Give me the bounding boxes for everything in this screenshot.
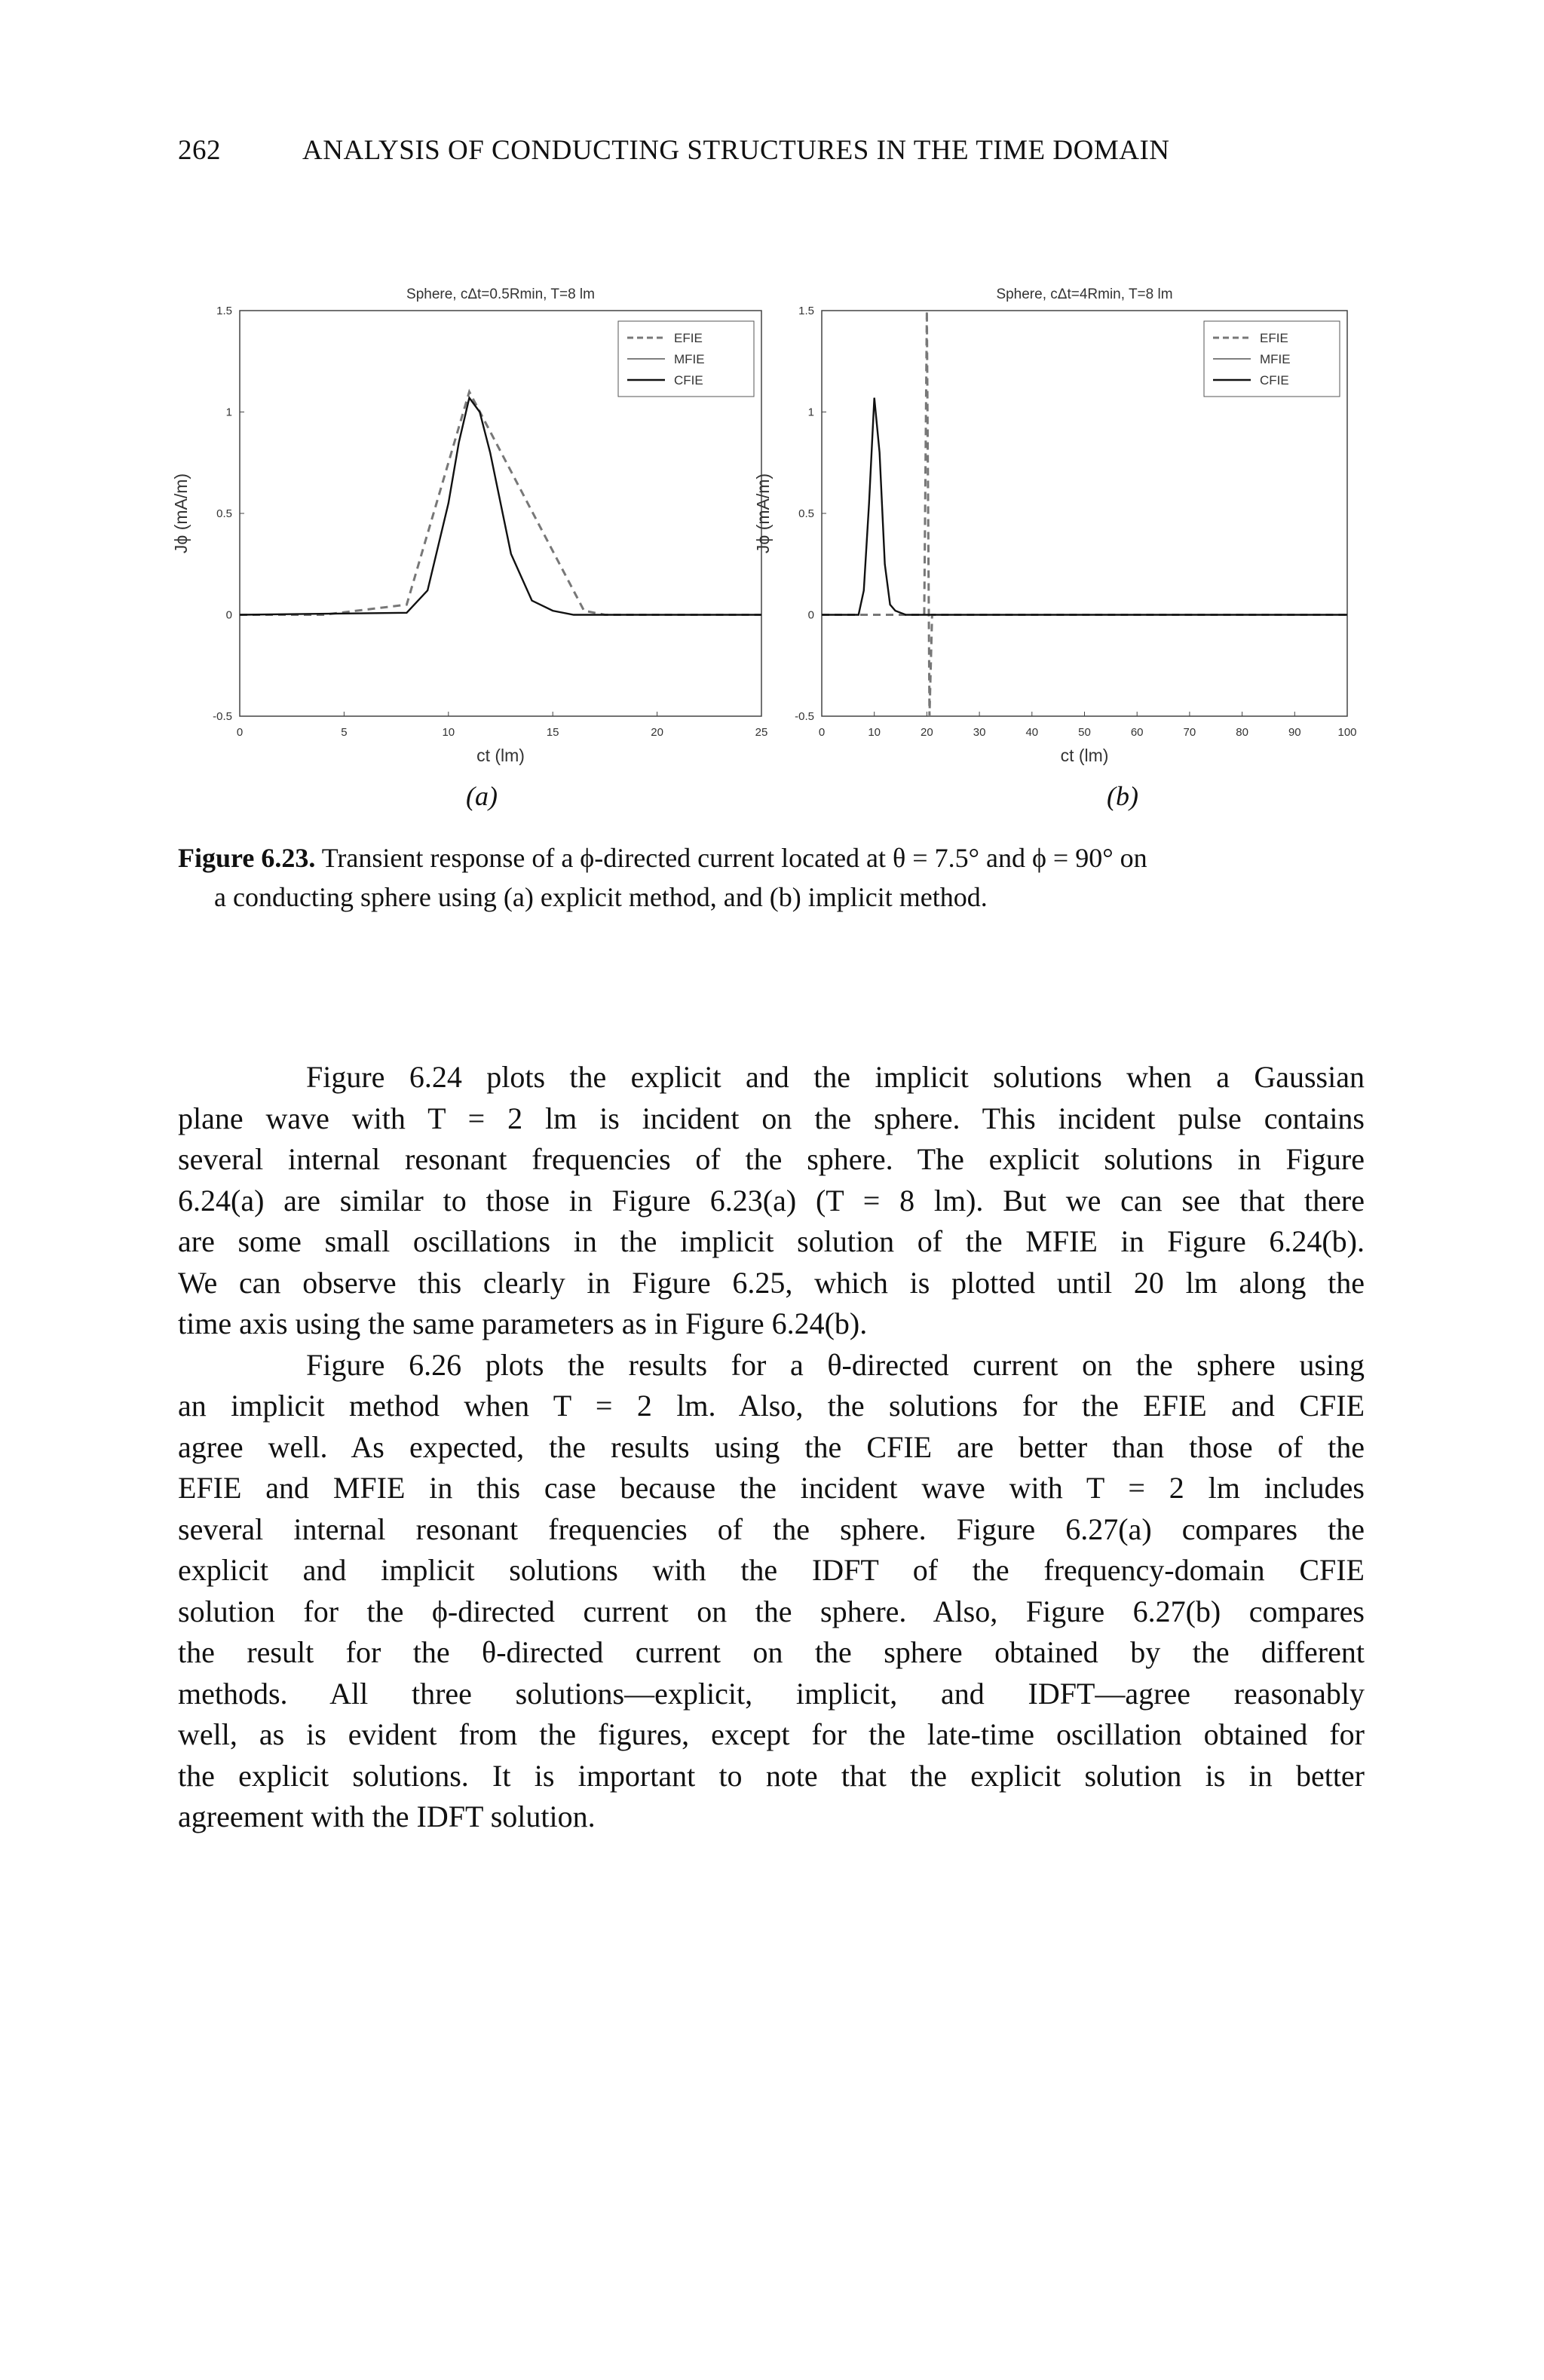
caption-label: Figure 6.23. (178, 843, 316, 873)
legend-label-mfie: MFIE (1260, 352, 1291, 366)
body-line: an implicit method when T = 2 lm. Also, the solutions for the EFIE and CFIE (178, 1389, 1365, 1423)
x-tick-label: 5 (341, 726, 348, 739)
body-line: the explicit solutions. It is important to note that the explicit solution is in better (178, 1758, 1365, 1793)
y-tick-label: 0.5 (216, 507, 232, 520)
x-tick-label: 10 (442, 726, 455, 739)
y-tick-label: 0 (225, 608, 232, 622)
legend-label-efie: EFIE (674, 331, 703, 345)
y-tick-label: 0 (807, 608, 814, 622)
x-tick-label: 20 (651, 726, 663, 739)
x-tick-label: 40 (1025, 726, 1039, 739)
y-tick-label: 1.5 (798, 305, 814, 317)
body-line: Figure 6.26 plots the results for a θ-directed current on the sphere using (306, 1347, 1365, 1382)
body-line: the result for the θ-directed current on the sphere obtained by the different (178, 1635, 1365, 1669)
body-line: are some small oscillations in the implicit solution of the MFIE in Figure 6.24(b). (178, 1224, 1365, 1258)
body-line: time axis using the same parameters as in Figure 6.24(b). (178, 1306, 868, 1340)
x-tick-label: 50 (1078, 726, 1091, 739)
y-tick-label: -0.5 (795, 710, 814, 723)
y-tick-label: 1 (225, 406, 232, 419)
sublabel-b: (b) (1107, 781, 1138, 811)
legend-label-cfie: CFIE (1260, 373, 1289, 387)
x-tick-label: 0 (818, 726, 826, 739)
caption-line-1: Transient response of a ϕ-directed current located at θ = 7.5° and ϕ = 90° on (321, 843, 1147, 873)
series-line-mfie (822, 398, 1347, 615)
x-axis-label: ct (lm) (476, 746, 525, 765)
x-tick-label: 90 (1288, 726, 1301, 739)
body-text (178, 1057, 1365, 1838)
chart-a-svg (171, 256, 768, 769)
x-tick-label: 15 (546, 726, 559, 739)
body-line: explicit and implicit solutions with the IDFT of the frequency-domain CFIE (178, 1553, 1365, 1587)
y-tick-label: 1 (807, 406, 814, 419)
caption-line-2: a conducting sphere using (a) explicit method, and (b) implicit method. (214, 882, 988, 912)
body-line: several internal resonant frequencies of the sphere. The explicit solutions in Figure (178, 1142, 1365, 1176)
body-line: 6.24(a) are similar to those in Figure 6.23(a) (T = 8 lm). But we can see that there (178, 1183, 1365, 1218)
running-header (178, 134, 1399, 179)
legend-label-efie: EFIE (1260, 331, 1288, 345)
x-tick-label: 80 (1236, 726, 1248, 739)
chart-title: Sphere, cΔt=4Rmin, T=8 lm (996, 286, 1173, 302)
body-line: solution for the ϕ-directed current on the sphere. Also, Figure 6.27(b) compares (178, 1594, 1365, 1628)
series-line-cfie (240, 398, 761, 615)
legend-label-mfie: MFIE (674, 352, 705, 366)
figure-caption (178, 838, 1354, 917)
x-tick-label: 20 (921, 726, 933, 739)
y-axis-label: Jϕ (mA/m) (171, 473, 191, 554)
x-tick-label: 0 (236, 726, 244, 739)
body-line: Figure 6.24 plots the explicit and the implicit solutions when a Gaussian (306, 1060, 1365, 1094)
body-line: agreement with the IDFT solution. (178, 1800, 596, 1833)
x-tick-label: 10 (868, 726, 881, 739)
body-line: methods. All three solutions—explicit, implicit, and IDFT—agree reasonably (178, 1676, 1365, 1711)
paragraph-2 (178, 1345, 1365, 1838)
y-tick-label: 0.5 (798, 507, 814, 520)
series-line-cfie (822, 398, 1347, 615)
page-number: 262 (178, 135, 221, 166)
body-line: agree well. As expected, the results using the CFIE are better than those of the (178, 1429, 1365, 1464)
body-line: well, as is evident from the figures, except for the late-time oscillation obtained for (178, 1717, 1365, 1751)
sublabel-a: (a) (466, 781, 498, 811)
body-line: plane wave with T = 2 lm is incident on the sphere. This incident pulse contains (178, 1101, 1365, 1135)
chart-title: Sphere, cΔt=0.5Rmin, T=8 lm (406, 286, 595, 302)
x-tick-label: 70 (1183, 726, 1196, 739)
body-line: EFIE and MFIE in this case because the incident wave with T = 2 lm includes (178, 1471, 1365, 1505)
x-tick-label: 100 (1337, 726, 1357, 739)
x-tick-label: 60 (1130, 726, 1144, 739)
x-tick-label: 25 (755, 726, 768, 739)
y-tick-label: 1.5 (216, 305, 232, 317)
x-axis-label: ct (lm) (1060, 746, 1109, 765)
paragraph-1 (178, 1057, 1365, 1345)
y-tick-label: -0.5 (213, 710, 232, 723)
body-line: several internal resonant frequencies of the sphere. Figure 6.27(a) compares the (178, 1512, 1365, 1546)
body-line: We can observe this clearly in Figure 6.25, which is plotted until 20 lm along the (178, 1265, 1365, 1300)
legend-label-cfie: CFIE (674, 373, 703, 387)
figure-a (171, 256, 768, 773)
running-title: ANALYSIS OF CONDUCTING STRUCTURES IN THE TIME DOMAIN (302, 135, 1170, 166)
y-axis-label: Jϕ (mA/m) (753, 473, 773, 554)
x-tick-label: 30 (973, 726, 986, 739)
